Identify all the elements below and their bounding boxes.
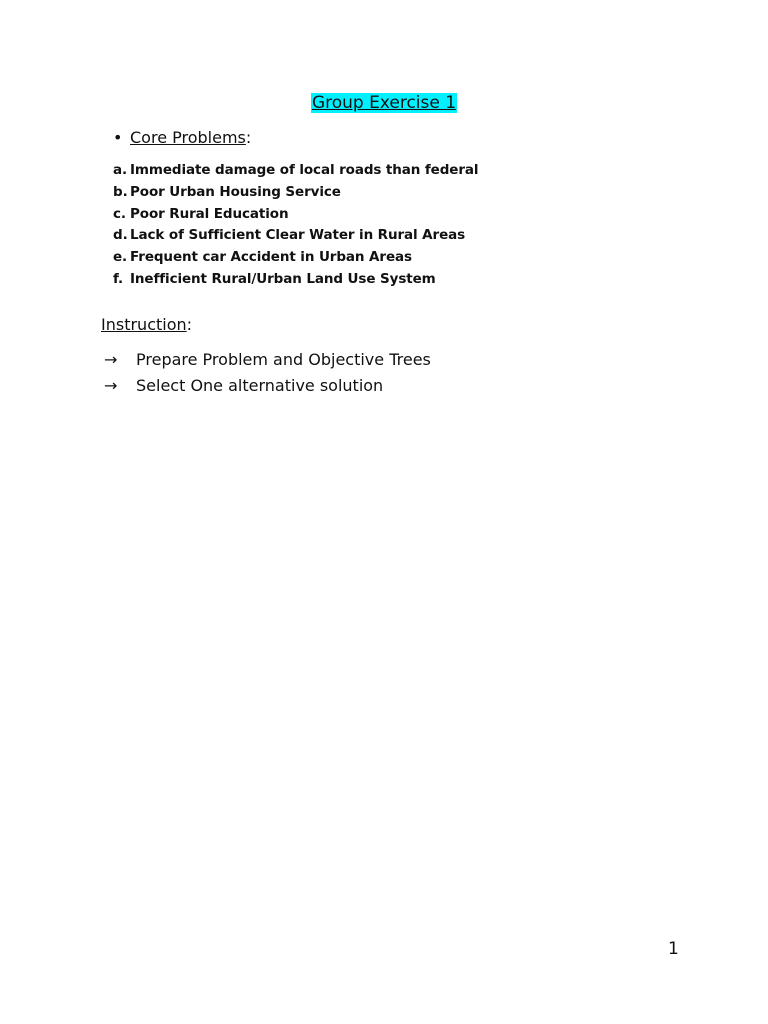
core-problems-colon: : (245, 128, 252, 147)
step-text: Prepare Problem and Objective Trees (136, 350, 431, 369)
list-item (113, 269, 478, 291)
core-problems-heading (113, 127, 251, 149)
list-marker: e. (113, 249, 128, 266)
list-item-text: Lack of Sufficient Clear Water in Rural Areas (130, 227, 466, 244)
list-item (113, 225, 478, 247)
list-item (113, 247, 478, 269)
list-item (113, 182, 478, 204)
core-problems-label: Core Problems (130, 128, 246, 147)
list-item-text: Frequent car Accident in Urban Areas (130, 249, 412, 266)
list-item-text: Inefficient Rural/Urban Land Use System (130, 270, 436, 287)
core-problems-list (113, 160, 478, 291)
page-title (0, 92, 768, 114)
list-item (113, 204, 478, 226)
list-marker: c. (113, 205, 126, 222)
instruction-steps (104, 347, 431, 399)
arrow-right-icon: → (104, 350, 118, 369)
title-highlight: Group Exercise 1 (311, 93, 457, 113)
list-marker: d. (113, 227, 128, 244)
instruction-label: Instruction (101, 315, 187, 334)
list-item (104, 347, 431, 373)
list-item (113, 160, 478, 182)
arrow-right-icon: → (104, 376, 118, 395)
list-item-text: Poor Urban Housing Service (130, 183, 341, 200)
list-marker: b. (113, 183, 128, 200)
instruction-colon: : (186, 315, 193, 334)
list-marker: f. (113, 270, 124, 287)
page-number: 1 (668, 939, 679, 959)
list-item-text: Poor Rural Education (130, 205, 289, 222)
list-item-text: Immediate damage of local roads than federal (130, 162, 479, 178)
bullet-icon: • (113, 128, 123, 147)
instruction-heading (101, 314, 192, 336)
step-text: Select One alternative solution (136, 376, 384, 395)
list-item (104, 373, 431, 399)
list-marker: a. (113, 162, 128, 178)
